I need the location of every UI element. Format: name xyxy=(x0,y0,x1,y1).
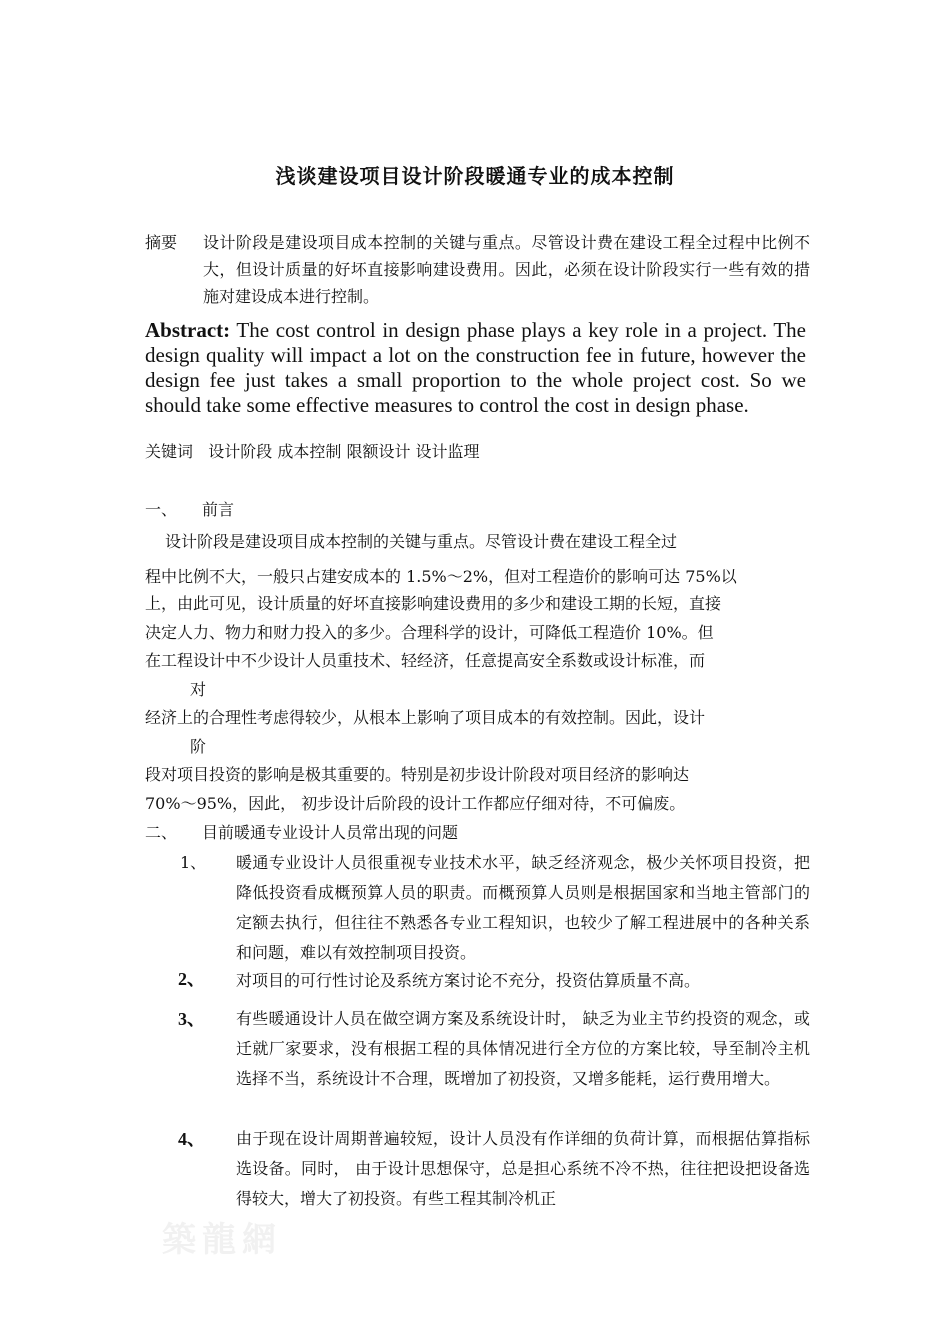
abstract-english xyxy=(145,318,806,418)
section1-line: 上，由此可见，设计质量的好坏直接影响建设费用的多少和建设工期的长短，直接 xyxy=(145,594,722,613)
abstract-cn-text: 设计阶段是建设项目成本控制的关键与重点。尽管设计费在建设工程全过程中比例不大，但设计质量的好坏直接影响建设费用。因此，必须在设计阶段实行一些有效的措施对建设成本进行控制。 xyxy=(203,233,810,306)
section2-heading xyxy=(145,821,177,845)
section1-line: 阶 xyxy=(190,737,207,756)
abstract-en-label: Abstract: xyxy=(145,318,231,342)
item-number: 2、 xyxy=(178,969,205,989)
section1-line: 设计阶段是建设项目成本控制的关键与重点。尽管设计费在建设工程全过 xyxy=(165,532,678,551)
item-number: 3、 xyxy=(178,1009,205,1029)
keywords-line xyxy=(145,440,480,464)
item-number: 1、 xyxy=(180,853,207,872)
section1-line: 段对项目投资的影响是极其重要的。特别是初步设计阶段对项目经济的影响达 xyxy=(145,765,690,784)
item-text: 对项目的可行性讨论及系统方案讨论不充分，投资估算质量不高。 xyxy=(236,971,701,990)
section1-heading xyxy=(145,498,177,522)
section1-number: 一、 xyxy=(145,500,178,519)
section2-title: 目前暖通专业设计人员常出现的问题 xyxy=(202,823,459,842)
section1-line: 程中比例不大，一般只占建安成本的 1.5%～2%，但对工程造价的影响可达 75%以 xyxy=(145,567,737,586)
document-title: 浅谈建设项目设计阶段暖通专业的成本控制 xyxy=(275,164,675,188)
item-text: 有些暖通设计人员在做空调方案及系统设计时， 缺乏为业主节约投资的观念，或迁就厂家要求，没有根据工程的具体情况进行全方位的方案比较，导至制冷主机选择不当，系统设计不合理，既增加了初投资，又增多能耗，运行费用增大。 xyxy=(236,1009,810,1088)
abstract-en-text: The cost control in design phase plays a key role in a project. The design quality will impact a lot on the construction fee in future, however the design fee just takes a small proportion to the whole project cost. So we should take some effective measures to control the cost in design phase. xyxy=(145,318,806,417)
keywords-label: 关键词 xyxy=(145,442,194,461)
section1-line: 经济上的合理性考虑得较少，从根本上影响了项目成本的有效控制。因此，设计 xyxy=(145,708,706,727)
abstract-chinese xyxy=(145,229,810,310)
section2-number: 二、 xyxy=(145,823,178,842)
section1-line: 对 xyxy=(190,680,207,699)
item-text: 暖通专业设计人员很重视专业技术水平，缺乏经济观念，极少关怀项目投资，把降低投资看成概预算人员的职责。而概预算人员则是根据国家和当地主管部门的定额去执行，但往往不熟悉各专业工程知识，也较少了解工程进展中的各种关系和问题，难以有效控制项目投资。 xyxy=(236,853,810,962)
watermark: 築龍網 xyxy=(162,1220,282,1260)
section1-line: 70%～95%，因此， 初步设计后阶段的设计工作都应仔细对待，不可偏废。 xyxy=(145,794,686,813)
abstract-cn-label: 摘要 xyxy=(145,233,178,252)
item-text: 由于现在设计周期普遍较短，设计人员没有作详细的负荷计算，而根据估算指标选设备。同时， 由于设计思想保守，总是担心系统不冷不热，往往把设把设备选得较大，增大了初投资。有些工程其制冷机正 xyxy=(236,1129,810,1208)
section1-line: 决定人力、物力和财力投入的多少。合理科学的设计，可降低工程造价 10%。但 xyxy=(145,623,714,642)
section1-line: 在工程设计中不少设计人员重技术、轻经济，任意提高安全系数或设计标准，而 xyxy=(145,651,706,670)
item-number: 4、 xyxy=(178,1129,205,1149)
keywords-text: 设计阶段 成本控制 限额设计 设计监理 xyxy=(208,442,480,461)
section1-title: 前言 xyxy=(202,500,235,519)
